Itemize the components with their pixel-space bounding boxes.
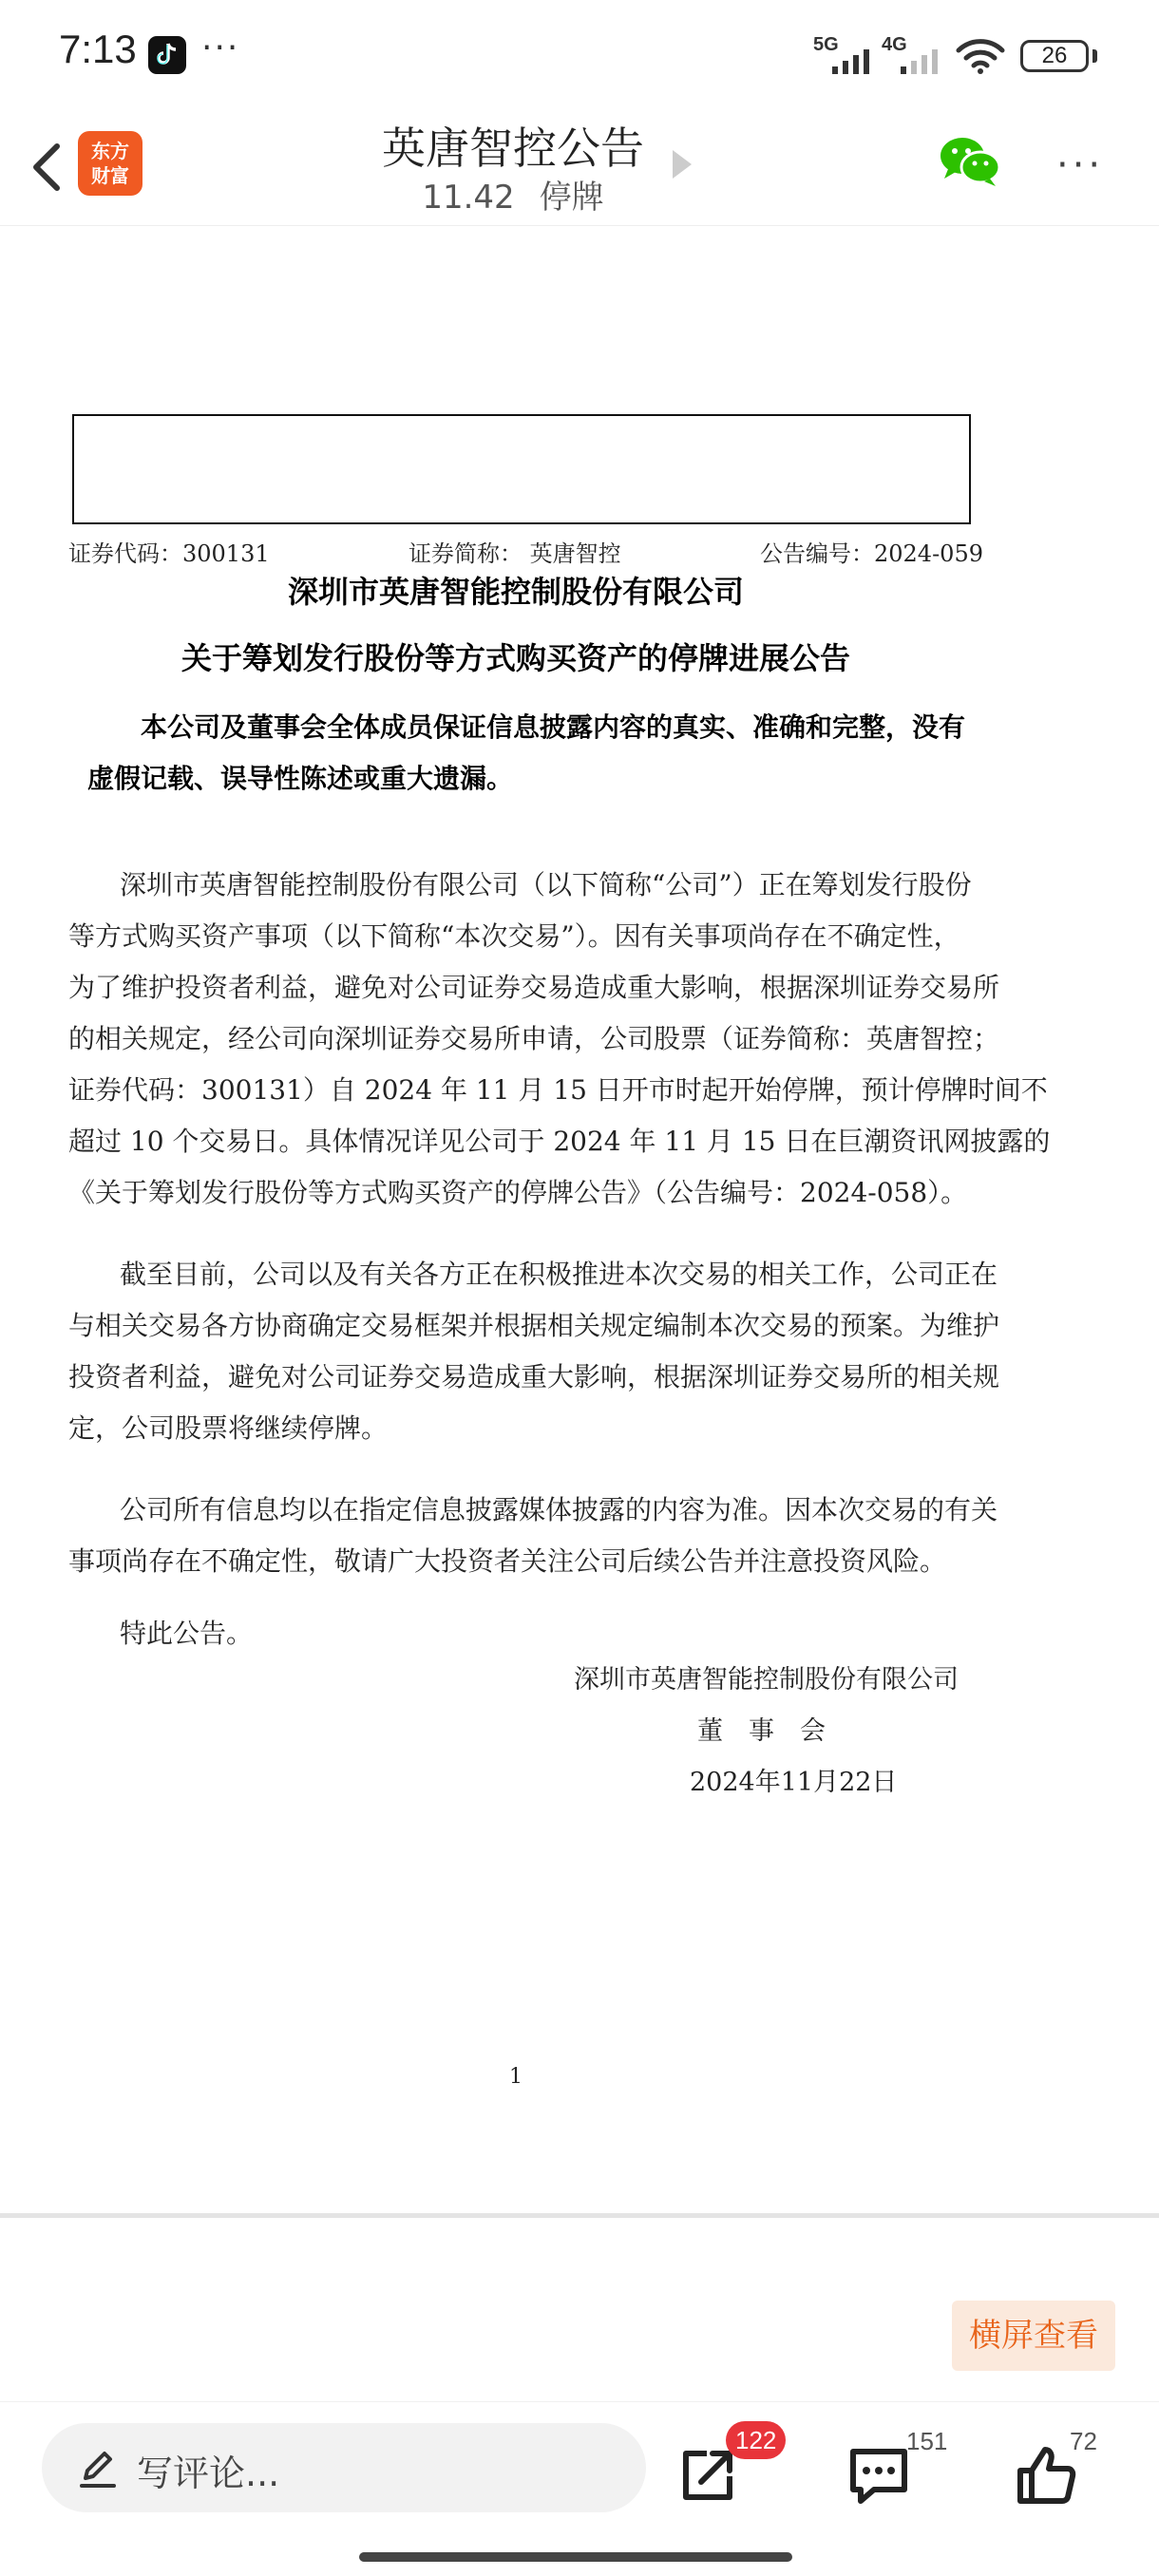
announcement-document bbox=[0, 226, 1159, 2213]
comment-icon[interactable] bbox=[846, 2442, 912, 2509]
notice-box bbox=[72, 414, 971, 524]
paragraph-line: 深圳市英唐智能控制股份有限公司（以下简称“公司”）正在筹划发行股份 bbox=[120, 869, 972, 900]
battery-tip bbox=[1092, 49, 1097, 63]
stock-quote[interactable] bbox=[314, 171, 712, 218]
paragraph-line: 为了维护投资者利益，避免对公司证券交易造成重大影响，根据深圳证券交易所 bbox=[68, 972, 1000, 1003]
landscape-view-button[interactable]: 横屏查看 bbox=[952, 2301, 1115, 2371]
stock-status: 停牌 bbox=[539, 179, 604, 217]
document-divider bbox=[0, 2213, 1159, 2218]
stock-price: 11.42 bbox=[422, 179, 515, 217]
notice-line: 本公司及董事会全体成员保证信息披露内容的真实、准确和完整，没有 bbox=[141, 711, 966, 743]
signature-date: 2024年11月22日 bbox=[690, 1768, 898, 1797]
paragraph-line: 定，公司股票将继续停牌。 bbox=[68, 1412, 389, 1444]
like-count: 72 bbox=[1070, 2427, 1097, 2455]
page-title: 英唐智控公告 bbox=[382, 123, 644, 174]
status-time: 7:13 bbox=[59, 27, 137, 71]
paragraph-line: 与相关交易各方协商确定交易框架并根据相关规定编制本次交易的预案。为维护 bbox=[68, 1310, 1000, 1341]
wifi-icon bbox=[956, 38, 1005, 74]
paragraph-line: 的相关规定，经公司向深圳证券交易所申请，公司股票（证券简称：英唐智控； bbox=[68, 1023, 1000, 1054]
comment-input[interactable] bbox=[42, 2423, 646, 2512]
page-number: 1 bbox=[509, 2065, 522, 2089]
share-count-badge: 122 bbox=[726, 2421, 786, 2459]
home-indicator[interactable] bbox=[359, 2552, 792, 2562]
notice-line: 虚假记载、误导性陈述或重大遗漏。 bbox=[87, 763, 514, 794]
signature-company: 深圳市英唐智能控制股份有限公司 bbox=[574, 1665, 959, 1695]
signal-4g-label: 4G bbox=[882, 34, 907, 55]
paragraph-line: 《关于筹划发行股份等方式购买资产的停牌公告》（公告编号：2024-058）。 bbox=[68, 1177, 968, 1208]
tiktok-icon bbox=[148, 36, 186, 74]
status-bar bbox=[0, 0, 1159, 112]
security-code: 证券代码：300131 bbox=[68, 540, 270, 567]
nav-bar bbox=[0, 112, 1159, 226]
more-icon[interactable]: ··· bbox=[1056, 143, 1105, 187]
battery-level: 26 bbox=[1041, 43, 1068, 68]
pencil-icon bbox=[76, 2446, 120, 2490]
play-icon[interactable] bbox=[671, 148, 694, 180]
app-logo bbox=[78, 131, 142, 196]
comment-count: 151 bbox=[906, 2427, 948, 2455]
signal-5g-label: 5G bbox=[813, 34, 839, 55]
logo-line1: 东方 bbox=[91, 140, 129, 162]
paragraph-line: 公司所有信息均以在指定信息披露媒体披露的内容为准。因本次交易的有关 bbox=[120, 1494, 998, 1525]
battery-icon bbox=[1020, 40, 1089, 72]
comment-placeholder: 写评论... bbox=[137, 2453, 280, 2494]
paragraph-line: 等方式购买资产事项（以下简称“本次交易”）。因有关事项尚存在不确定性， bbox=[68, 920, 960, 952]
status-more-icon: ··· bbox=[201, 28, 240, 67]
back-icon[interactable] bbox=[21, 133, 74, 201]
bottom-action-bar bbox=[0, 2401, 1159, 2576]
paragraph-line: 超过 10 个交易日。具体情况详见公司于 2024 年 11 月 15 日在巨潮资讯网披露的 bbox=[68, 1126, 1051, 1157]
paragraph-line: 投资者利益，避免对公司证券交易造成重大影响，根据深圳证券交易所的相关规 bbox=[68, 1361, 1000, 1392]
paragraph-line: 截至目前，公司以及有关各方正在积极推进本次交易的相关工作，公司正在 bbox=[120, 1259, 998, 1290]
paragraph-line: 事项尚存在不确定性，敬请广大投资者关注公司后续公告并注意投资风险。 bbox=[68, 1545, 947, 1577]
logo-line2: 财富 bbox=[91, 164, 129, 187]
signature-board: 董 事 会 bbox=[697, 1716, 826, 1746]
announcement-number: 公告编号：2024-059 bbox=[760, 540, 983, 567]
announcement-title: 关于筹划发行股份等方式购买资产的停牌进展公告 bbox=[180, 640, 850, 676]
wechat-icon[interactable] bbox=[939, 135, 1001, 188]
security-name: 证券简称： 英唐智控 bbox=[408, 540, 621, 567]
company-title: 深圳市英唐智能控制股份有限公司 bbox=[287, 574, 744, 610]
paragraph-line: 证券代码：300131）自 2024 年 11 月 15 日开市时起开始停牌，预计停牌时间不 bbox=[68, 1074, 1048, 1106]
closing-text: 特此公告。 bbox=[120, 1618, 254, 1649]
